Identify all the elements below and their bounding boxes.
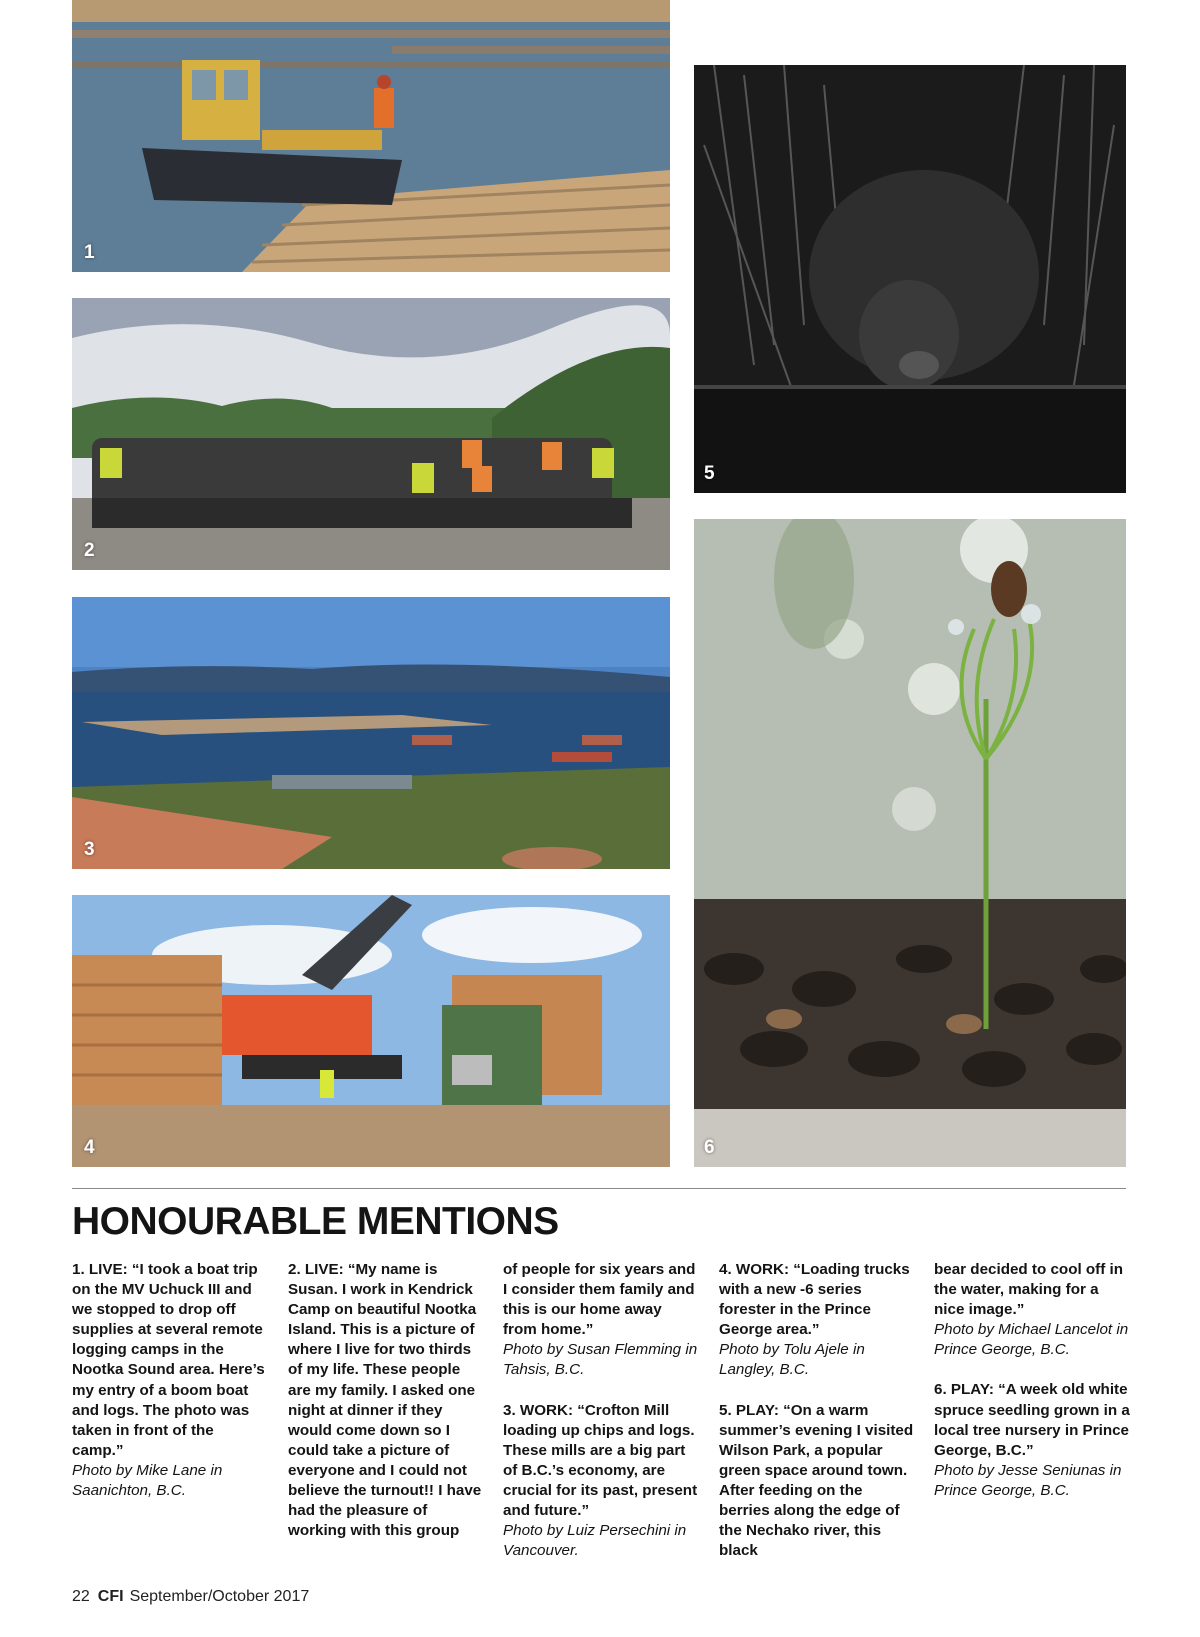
- entry-1: [72, 1260, 268, 1501]
- entry-5-text-continued: bear decided to cool off in the water, making for a nice image.”: [934, 1261, 1124, 1319]
- page-number: 22: [72, 1588, 90, 1605]
- photo-4-loader: [72, 895, 670, 1167]
- entry-3: [503, 1401, 699, 1562]
- photo-5-number: 5: [704, 463, 715, 484]
- column-1: [72, 1260, 268, 1521]
- entry-2-credit: Photo by Susan Flemming in Tahsis, B.C.: [503, 1341, 698, 1379]
- entry-6-text: 6. PLAY: “A week old white spruce seedling grown in a local tree nursery in Prince George, B.C.”: [934, 1381, 1130, 1459]
- entry-3-credit: Photo by Luiz Persechini in Vancouver.: [503, 1522, 687, 1560]
- photo-5-bear: [694, 65, 1126, 493]
- photo-1-boom-boat: [72, 0, 670, 272]
- column-2: [288, 1260, 484, 1561]
- entry-6: [934, 1380, 1130, 1501]
- entry-2-continued: [503, 1260, 699, 1381]
- boom-boat-image: [72, 0, 670, 272]
- magazine-name: CFI: [97, 1588, 124, 1605]
- photo-4-number: 4: [84, 1137, 95, 1158]
- photo-3-mill: [72, 597, 670, 869]
- entry-1-text: 1. LIVE: “I took a boat trip on the MV Uchuck III and we stopped to drop off supplies at several remote logging camps in the Nootka Sound area. Here’s my entry of a boom boat and logs. The photo was taken in front of the camp.”: [72, 1261, 265, 1459]
- seedling-image: [694, 519, 1126, 1167]
- entry-2: [288, 1260, 484, 1541]
- column-3: [503, 1260, 699, 1581]
- column-4: [719, 1260, 915, 1581]
- entry-4: [719, 1260, 915, 1381]
- bear-image: [694, 65, 1126, 493]
- page-footer: [72, 1587, 309, 1607]
- entry-2-text-continued: of people for six years and I consider them family and this is our home away from home.”: [503, 1261, 696, 1339]
- section-divider: [72, 1188, 1126, 1189]
- photo-3-number: 3: [84, 839, 95, 860]
- entry-4-credit: Photo by Tolu Ajele in Langley, B.C.: [719, 1341, 865, 1379]
- photo-1-number: 1: [84, 242, 95, 263]
- entry-6-credit: Photo by Jesse Seniunas in Prince George, B.C.: [934, 1461, 1122, 1499]
- photo-2-number: 2: [84, 540, 95, 561]
- entry-4-text: 4. WORK: “Loading trucks with a new -6 series forester in the Prince George area.”: [719, 1261, 910, 1339]
- mill-image: [72, 597, 670, 869]
- group-image: [72, 298, 670, 570]
- issue-date: September/October 2017: [129, 1588, 310, 1605]
- entry-5-credit: Photo by Michael Lancelot in Prince George, B.C.: [934, 1321, 1129, 1359]
- entry-2-text: 2. LIVE: “My name is Susan. I work in Kendrick Camp on beautiful Nootka Island. This is a picture of where I live for two thirds of my life. These people are my family. I asked one night at dinner if they would come down so I could take a picture of everyone and I could not believe the turnout!! I have had the pleasure of working with this group: [288, 1261, 482, 1540]
- photo-6-number: 6: [704, 1137, 715, 1158]
- column-5: [934, 1260, 1130, 1521]
- entry-3-text: 3. WORK: “Crofton Mill loading up chips and logs. These mills are a big part of B.C.’s economy, are crucial for its past, present and future.”: [503, 1401, 698, 1520]
- photo-6-seedling: [694, 519, 1126, 1167]
- loader-image: [72, 895, 670, 1167]
- entry-1-credit: Photo by Mike Lane in Saanichton, B.C.: [72, 1461, 223, 1500]
- entry-5-continued: [934, 1260, 1130, 1360]
- section-heading: HONOURABLE MENTIONS: [72, 1200, 559, 1243]
- entry-5: [719, 1401, 915, 1562]
- entry-5-text: 5. PLAY: “On a warm summer’s evening I visited Wilson Park, a popular green space around town. After feeding on the berries along the edge of the Nechako river, this black: [719, 1401, 914, 1560]
- photo-2-group: [72, 298, 670, 570]
